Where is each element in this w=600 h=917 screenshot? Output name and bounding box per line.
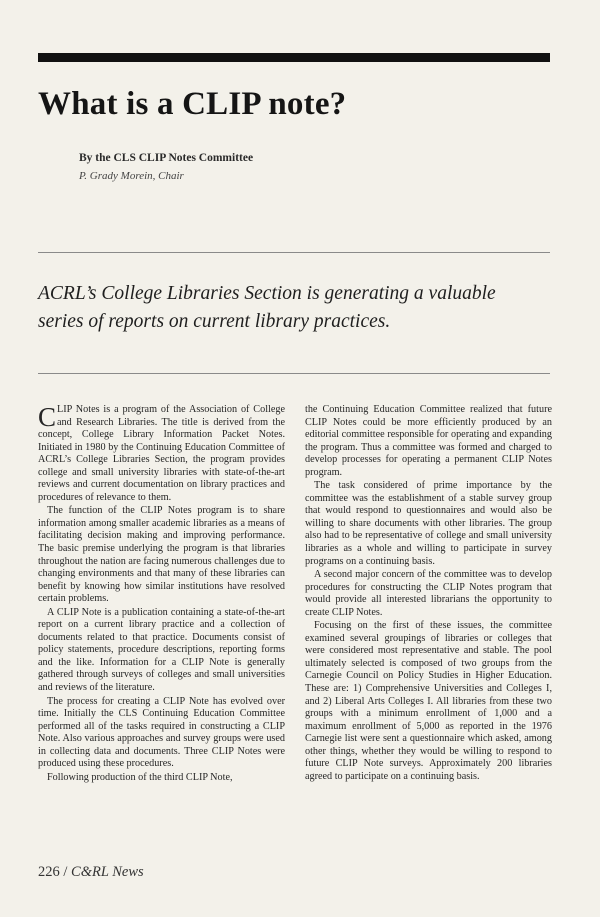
magazine-name: C&RL News [71,864,144,880]
paragraph-3: A CLIP Note is a publication containing a state-of-the-art report on a current library practice and a collection of documents related to that practice. Documents consist of policy statements, procedure descriptions, reporting forms and the like. Information for a CLIP Note is generally gathered through surveys of colleges and small universities and reviews of the literature. [38,606,285,694]
chair-credit: P. Grady Morein, Chair [79,170,184,182]
paragraph-6: the Continuing Education Committee realized that future CLIP Notes could be more efficiently produced by an editorial committee responsible for operating and expanding the program. Thus a committee was formed and charged to develop processes for operating a permanent CLIP Notes program. [305,404,552,478]
paragraph-1 [38,404,285,504]
paragraph-9: Focusing on the first of these issues, the committee examined several groupings of libraries or colleges that were considered most representative and stable. The pool ultimately selected is composed of two groups from the Carnegie Council on Policy Studies in Higher Education. These are: 1) Comprehensive Universities and Colleges I, and 2) Liberal Arts Colleges I. All libraries from these two groups with a minimum enrollment of 1,000 and a maximum enrollment of 5,000 as reported in the 1976 Carnegie list were sent a questionnaire which asked, among other things, whether they would be willing to respond to future CLIP Note surveys. Approximately 200 libraries agreed to participate on a continuing basis. [305,620,552,782]
paragraph-2: The function of the CLIP Notes program is to share information among smaller academic libraries as a means of facilitating decision making and improving performance. The basic premise underlying the program is that libraries throughout the nation are facing numerous challenges due to changing environments and that many of these libraries can benefit by knowing how similar institutions have resolved certain problems. [38,505,285,605]
divider-top [38,252,550,253]
body-column-left [38,404,285,785]
divider-bottom [38,373,550,374]
page-number: 226 [38,864,60,880]
deck-line-1: ACRL’s College Libraries Section is generating a valuable [38,283,496,304]
page-footer [38,864,144,881]
header-rule [38,53,550,62]
paragraph-7: The task considered of prime importance by the committee was the establishment of a stable survey group that would respond to questionnaires and would also be willing to share documents with other libraries. The group also had to be representative of college and small university libraries as a whole and willing to participate in survey programs on a continuing basis. [305,480,552,567]
footer-separator: / [63,864,68,880]
deck-line-2: series of reports on current library practices. [38,311,391,332]
drop-cap: C [38,402,57,432]
byline: By the CLS CLIP Notes Committee [79,152,254,164]
paragraph-5: Following production of the third CLIP Note, [47,771,233,783]
article-deck [38,280,558,336]
paragraph-1-text: LIP Notes is a program of the Association of College and Research Libraries. The title is derived from the concept, College Library Information Packet Notes. Initiated in 1980 by the Continuing Education Committee of ACRL’s College Libraries Section, the program provides college and small university libraries with state-of-the-art reviews and current documentation on library practices and procedures of relevance to them. [38,404,285,503]
body-column-right [305,404,552,784]
article-title: What is a CLIP note? [38,86,347,122]
paragraph-4: The process for creating a CLIP Note has evolved over time. Initially the CLS Continuing Education Committee performed all of the tasks required in constructing a CLIP Note. Also various approaches and survey groups were used in collecting data and documents. Three CLIP Notes were produced using these procedures. [38,695,285,770]
paragraph-8: A second major concern of the committee was to develop procedures for constructing the CLIP Notes program that would provide all interested librarians the opportunity to create CLIP Notes. [305,569,552,618]
